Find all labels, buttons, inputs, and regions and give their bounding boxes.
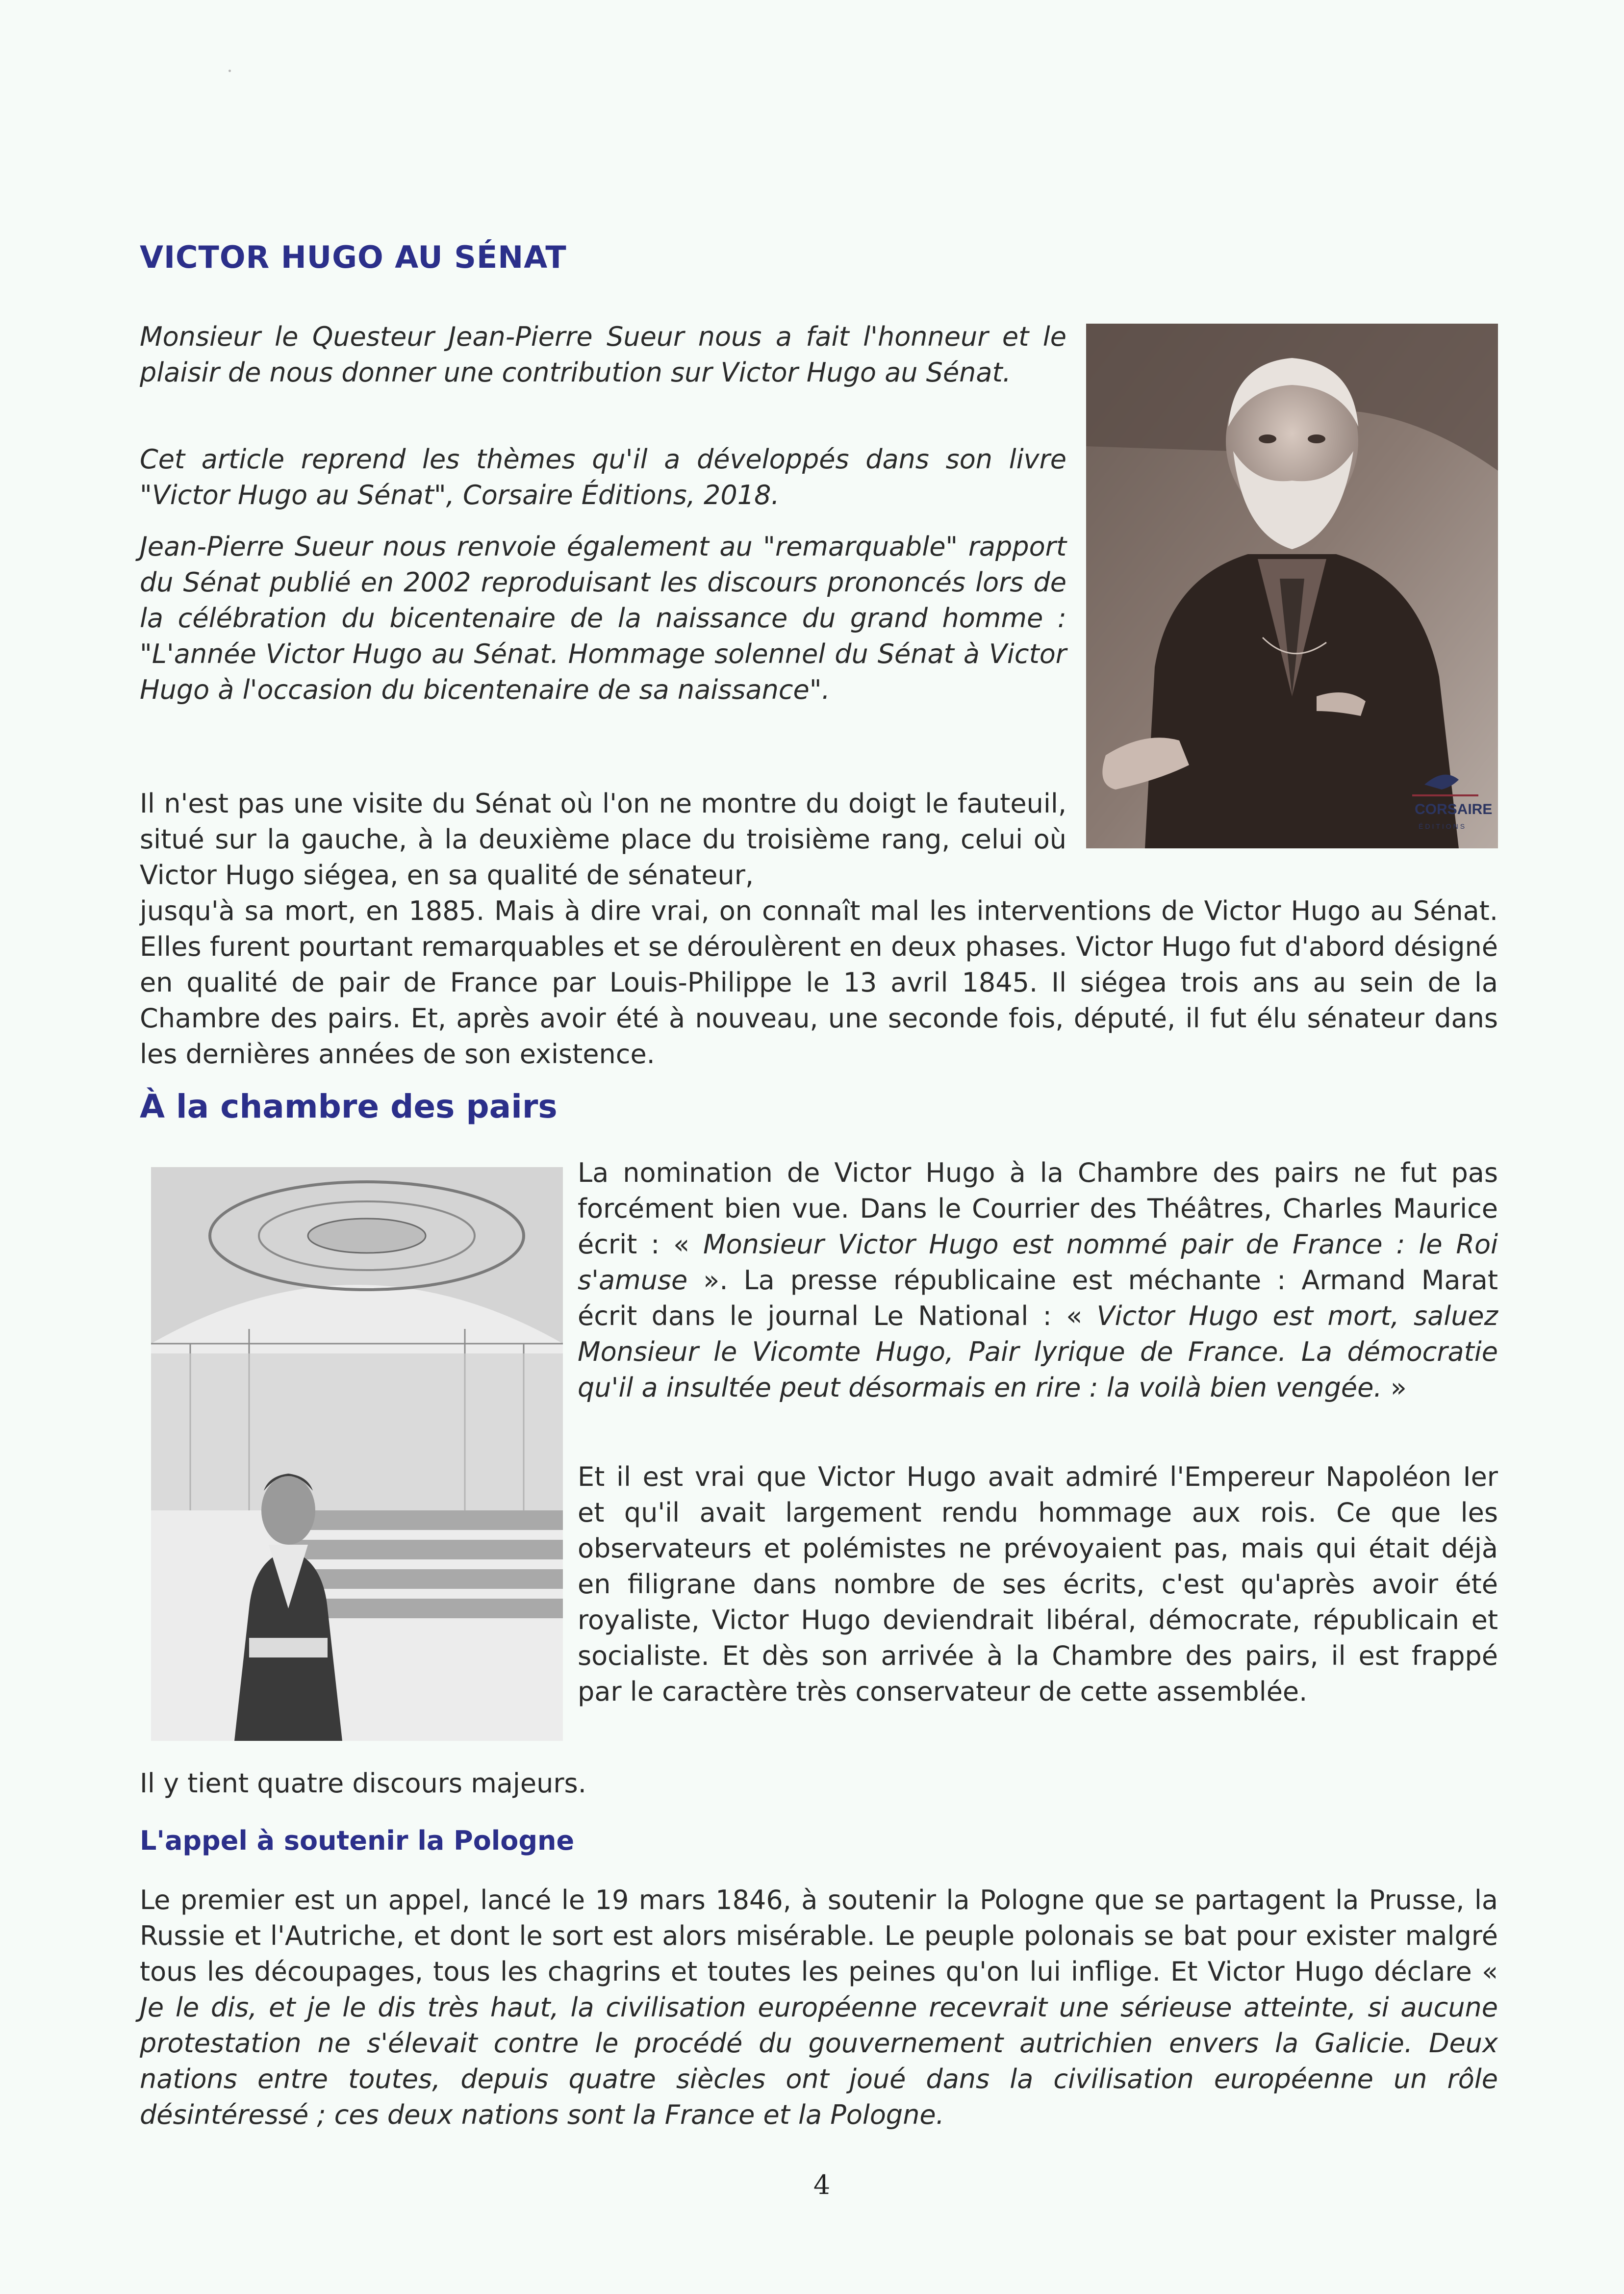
page-number: 4 [813, 2169, 831, 2200]
chambre-quote-1: Monsieur Victor Hugo est nommé pair de France : le Roi s'amuse [578, 1229, 1498, 1296]
pologne-quote: Je le dis, et je le dis très haut, la civilisation européenne recevrait une sérieuse atteinte, si aucune protestation ne s'élevait contre le procédé du gouvernement autrichien envers la Galicie. Deux nations entre toutes, depuis quatre siècles ont joué dans la civilisation européenne un rôle désintéressé ; ces deux nations sont la France et la Pologne. [140, 1992, 1498, 2130]
chambre-paragraph-1 [578, 1155, 1498, 1405]
pologne-paragraph [140, 1882, 1498, 2133]
page-title: VICTOR HUGO AU SÉNAT [140, 239, 567, 275]
logo-brand: CORSAIRE [1415, 801, 1493, 817]
chambre-paragraph-3: Il y tient quatre discours majeurs. [140, 1768, 586, 1799]
intro-paragraph-2: Cet article reprend les thèmes qu'il a développés dans son livre "Victor Hugo au Sénat", Corsaire Éditions, 2018. [140, 444, 1066, 510]
chambre-p1-text-c: » [1382, 1372, 1407, 1403]
section-title: À la chambre des pairs [140, 1088, 558, 1125]
intro-paragraph-1: Monsieur le Questeur Jean-Pierre Sueur nous a fait l'honneur et le plaisir de nous donner une contribution sur Victor Hugo au Sénat. [140, 321, 1066, 388]
chambre-p1-text-b: ». La presse républicaine est méchante : Armand Marat écrit dans le journal Le National : « [578, 1265, 1498, 1331]
pologne-text: Le premier est un appel, lancé le 19 mars 1846, à soutenir la Pologne que se partagent la Prusse, la Russie et l'Autriche, et dont le sort est alors misérable. Le peuple polonais se bat pour exister malgré tous les découpages, tous les chagrins et toutes les peines qu'on lui inflige. Et Victor Hugo déclare « [140, 1885, 1498, 1987]
chambre-des-pairs-engraving [151, 1167, 563, 1741]
scan-speck [228, 70, 231, 72]
portrait-illustration [1086, 324, 1498, 848]
chambre-paragraph-2: Et il est vrai que Victor Hugo avait admiré l'Empereur Napoléon Ier et qu'il avait largement rendu hommage aux rois. Ce que les observateurs et polémistes ne prévoyaient pas, mais qui était déjà en filigrane dans nombre de ses écrits, c'est qu'après avoir été royaliste, Victor Hugo deviendrait libéral, démocrate, républicain et socialiste. Et dès son arrivée à la Chambre des pairs, il est frappé par le caractère très conservateur de cette assemblée. [578, 1461, 1498, 1707]
body-paragraph-1-wrapped: Il n'est pas une visite du Sénat où l'on ne montre du doigt le fauteuil, situé sur la gauche, à la deuxième place du troisième rang, celui où Victor Hugo siégea, en sa qualité de sénateur, [140, 788, 1066, 891]
chambre-quote-2: Victor Hugo est mort, saluez Monsieur le Vicomte Hugo, Pair lyrique de France. La démocratie qu'il a insultée peut désormais en rire : la voilà bien vengée. [578, 1300, 1498, 1403]
subsection-title: L'appel à soutenir la Pologne [140, 1825, 575, 1856]
engraving-illustration [151, 1167, 563, 1741]
victor-hugo-portrait [1086, 324, 1498, 848]
intro-paragraph-3: Jean-Pierre Sueur nous renvoie également au "remarquable" rapport du Sénat publié en 2002 reproduisant les discours prononcés lors de la célébration du bicentenaire de la naissance du grand homme : "L'année Victor Hugo au Sénat. Hommage solennel du Sénat à Victor Hugo à l'occasion du bicentenaire de sa naissance". [140, 531, 1066, 705]
logo-sub: ÉDITIONS [1419, 822, 1467, 830]
chambre-p1-text-a: La nomination de Victor Hugo à la Chambre des pairs ne fut pas forcément bien vue. Dans le Courrier des Théâtres, Charles Maurice écrit : « [578, 1157, 1498, 1260]
body-paragraph-1-full: jusqu'à sa mort, en 1885. Mais à dire vrai, on connaît mal les interventions de Victor Hugo au Sénat. Elles furent pourtant remarquables et se déroulèrent en deux phases. Victor Hugo fut d'abord désigné en qualité de pair de France par Louis-Philippe le 13 avril 1845. Il siégea trois ans au sein de la Chambre des pairs. Et, après avoir été à nouveau, une seconde fois, député, il fut élu sénateur dans les dernières années de son existence. [140, 895, 1498, 1070]
